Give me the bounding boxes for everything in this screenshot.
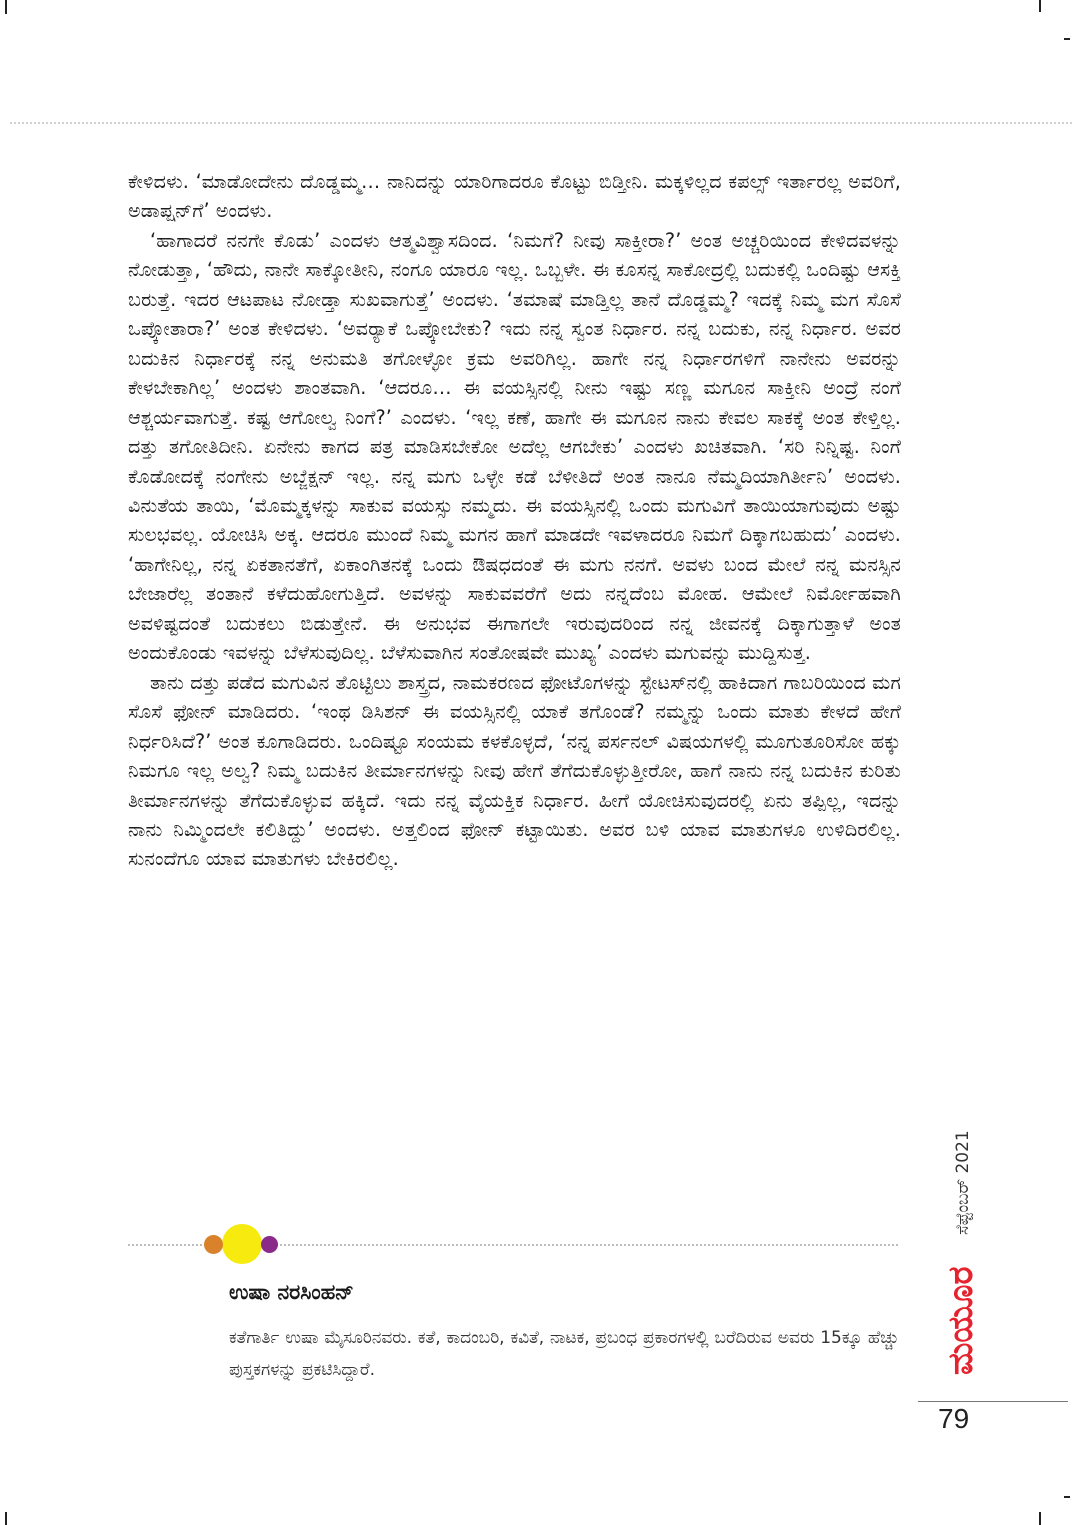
crop-mark-top-left — [5, 0, 7, 14]
crop-mark-bottom-right — [1039, 1512, 1041, 1525]
article-paragraph: ಕೇಳಿದಳು. ‘ಮಾಡೋದೇನು ದೊಡ್ಡಮ್ಮ… ನಾನಿದನ್ನು ಯಾರಿಗಾದರೂ ಕೊಟ್ಟು ಬಿಡ್ತೀನಿ. ಮಕ್ಕಳಿಲ್ಲದ ಕಪಲ್ಸ್ ಇರ್ತಾರಲ್ಲ ಅವರಿಗೆ, ಅಡಾಪ್ಷನ್‌ಗೆ’ ಅಂದಳು. — [128, 170, 901, 223]
decorative-dot-purple — [261, 1236, 278, 1253]
page-number-rule — [918, 1401, 1068, 1402]
article-paragraph: ತಾನು ದತ್ತು ಪಡೆದ ಮಗುವಿನ ತೊಟ್ಟಿಲು ಶಾಸ್ತ್ರದ, ನಾಮಕರಣದ ಫೋಟೊಗಳನ್ನು ಸ್ಟೇಟಸ್‌ನಲ್ಲಿ ಹಾಕಿದಾಗ ಗಾಬರಿಯಿಂದ ಮಗ ಸೊಸೆ ಫೋನ್ ಮಾಡಿದರು. ‘ಇಂಥ ಡಿಸಿಶನ್ ಈ ವಯಸ್ಸಿನಲ್ಲಿ ಯಾಕೆ ತಗೊಂಡೆ? ನಮ್ಮನ್ನು ಒಂದು ಮಾತು ಕೇಳದೆ ಹೇಗೆ ನಿರ್ಧರಿಸಿದೆ?’ ಅಂತ ಕೂಗಾಡಿದರು. ಒಂದಿಷ್ಟೂ ಸಂಯಮ ಕಳಕೊಳ್ಳದೆ, ‘ನನ್ನ ಪರ್ಸನಲ್ ವಿಷಯಗಳಲ್ಲಿ ಮೂಗುತೂರಿಸೋ ಹಕ್ಕು ನಿಮಗೂ ಇಲ್ಲ ಅಲ್ವ? ನಿಮ್ಮ ಬದುಕಿನ ತೀರ್ಮಾನಗಳನ್ನು ನೀವು ಹೇಗೆ ತೆಗೆದುಕೊಳ್ಳುತ್ತೀರೋ, ಹಾಗೆ ನಾನು ನನ್ನ ಬದುಕಿನ ಕುರಿತು ತೀರ್ಮಾನಗಳನ್ನು ತೆಗೆದುಕೊಳ್ಳುವ ಹಕ್ಕಿದೆ. ಇದು ನನ್ನ ವೈಯಕ್ತಿಕ ನಿರ್ಧಾರ. ಹೀಗೆ ಯೋಚಿಸುವುದರಲ್ಲಿ ಏನು ತಪ್ಪಿಲ್ಲ, ಇದನ್ನು ನಾನು ನಿಮ್ಮಿಂದಲೇ ಕಲಿತಿದ್ದು’ ಅಂದಳು. ಅತ್ತಲಿಂದ ಫೋನ್ ಕಟ್ಟಾಯಿತು. ಅವರ ಬಳಿ ಯಾವ ಮಾತುಗಳೂ ಉಳಿದಿರಲಿಲ್ಲ. ಸುನಂದೆಗೂ ಯಾವ ಮಾತುಗಳು ಬೇಕಿರಲಿಲ್ಲ. — [128, 670, 901, 871]
magazine-logo: ಮಯೂರ — [941, 1266, 981, 1375]
author-bio: ಕತೆಗಾರ್ತಿ ಉಷಾ ಮೈಸೂರಿನವರು. ಕತೆ, ಕಾದಂಬರಿ, ಕವಿತೆ, ನಾಟಕ, ಪ್ರಬಂಧ ಪ್ರಕಾರಗಳಲ್ಲಿ ಬರೆದಿರುವ ಅವರು 15ಕ್ಕೂ ಹೆಚ್ಚು ಪುಸ್ತಕಗಳನ್ನು ಪ್ರಕಟಿಸಿದ್ದಾರೆ. — [229, 1328, 899, 1380]
crop-mark-bottom-left — [5, 1512, 7, 1525]
crop-mark-right-edge-bottom — [1064, 1496, 1070, 1498]
crop-mark-right-edge-top — [1064, 38, 1070, 40]
article-body — [128, 167, 901, 874]
issue-date: ಸೆಪ್ಟೆಂಬರ್ 2021 — [953, 1130, 973, 1235]
article-paragraph: ‘ಹಾಗಾದರೆ ನನಗೇ ಕೊಡು’ ಎಂದಳು ಆತ್ಮವಿಶ್ವಾಸದಿಂದ. ‘ನಿಮಗೆ? ನೀವು ಸಾಕ್ತೀರಾ?’ ಅಂತ ಅಚ್ಚರಿಯಿಂದ ಕೇಳಿದವಳನ್ನು ನೋಡುತ್ತಾ, ‘ಹೌದು, ನಾನೇ ಸಾಕ್ಕೋತೀನಿ, ನಂಗೂ ಯಾರೂ ಇಲ್ಲ. ಒಬ್ಬಳೇ. ಈ ಕೂಸನ್ನ ಸಾಕೋದ್ರಲ್ಲಿ ಬದುಕಲ್ಲಿ ಒಂದಿಷ್ಟು ಆಸಕ್ತಿ ಬರುತ್ತೆ. ಇದರ ಆಟಪಾಟ ನೋಡ್ತಾ ಸುಖವಾಗುತ್ತೆ’ ಅಂದಳು. ‘ತಮಾಷೆ ಮಾಡ್ತಿಲ್ಲ ತಾನೆ ದೊಡ್ಡಮ್ಮ? ಇದಕ್ಕೆ ನಿಮ್ಮ ಮಗ ಸೊಸೆ ಒಪ್ಕೋತಾರಾ?’ ಅಂತ ಕೇಳಿದಳು. ‘ಅವರ್‍ಯಾಕೆ ಒಪ್ಕೋಬೇಕು? ಇದು ನನ್ನ ಸ್ವಂತ ನಿರ್ಧಾರ. ನನ್ನ ಬದುಕು, ನನ್ನ ನಿರ್ಧಾರ. ಅವರ ಬದುಕಿನ ನಿರ್ಧಾರಕ್ಕೆ ನನ್ನ ಅನುಮತಿ ತಗೋಳ್ಳೋ ಕ್ರಮ ಅವರಿಗಿಲ್ಲ. ಹಾಗೇ ನನ್ನ ನಿರ್ಧಾರಗಳಿಗೆ ನಾನೇನು ಅವರನ್ನು ಕೇಳಬೇಕಾಗಿಲ್ಲ’ ಅಂದಳು ಶಾಂತವಾಗಿ. ‘ಆದರೂ… ಈ ವಯಸ್ಸಿನಲ್ಲಿ ನೀನು ಇಷ್ಟು ಸಣ್ಣ ಮಗೂನ ಸಾಕ್ತೀನಿ ಅಂದ್ರೆ ನಂಗೆ ಆಶ್ಚರ್ಯವಾಗುತ್ತೆ. ಕಷ್ಟ ಆಗೋಲ್ವ ನಿಂಗೆ?’ ಎಂದಳು. ‘ಇಲ್ಲ ಕಣೆ, ಹಾಗೇ ಈ ಮಗೂನ ನಾನು ಕೇವಲ ಸಾಕಕ್ಕೆ ಅಂತ ಕೇಳ್ತಿಲ್ಲ. ದತ್ತು ತಗೋತಿದೀನಿ. ಏನೇನು ಕಾಗದ ಪತ್ರ ಮಾಡಿಸಬೇಕೋ ಅದೆಲ್ಲ ಆಗಬೇಕು’ ಎಂದಳು ಖಚಿತವಾಗಿ. ‘ಸರಿ ನಿನ್ನಿಷ್ಟ. ನಿಂಗೆ ಕೊಡೋದಕ್ಕೆ ನಂಗೇನು ಅಬ್ಜೆಕ್ಷನ್ ಇಲ್ಲ. ನನ್ನ ಮಗು ಒಳ್ಳೇ ಕಡೆ ಬೆಳೀತಿದೆ ಅಂತ ನಾನೂ ನೆಮ್ಮದಿಯಾಗಿರ್ತೀನಿ’ ಅಂದಳು. ವಿನುತೆಯ ತಾಯಿ, ‘ಮೊಮ್ಮಕ್ಕಳನ್ನು ಸಾಕುವ ವಯಸ್ಸು ನಮ್ಮದು. ಈ ವಯಸ್ಸಿನಲ್ಲಿ ಒಂದು ಮಗುವಿಗೆ ತಾಯಿಯಾಗುವುದು ಅಷ್ಟು ಸುಲಭವಲ್ಲ. ಯೋಚಿಸಿ ಅಕ್ಕ. ಆದರೂ ಮುಂದೆ ನಿಮ್ಮ ಮಗನ ಹಾಗೆ ಮಾಡದೇ ಇವಳಾದರೂ ನಿಮಗೆ ದಿಕ್ಕಾಗಬಹುದು’ ಎಂದಳು. ‘ಹಾಗೇನಿಲ್ಲ, ನನ್ನ ಏಕತಾನತೆಗೆ, ಏಕಾಂಗಿತನಕ್ಕೆ ಒಂದು ಔಷಧದಂತೆ ಈ ಮಗು ನನಗೆ. ಅವಳು ಬಂದ ಮೇಲೆ ನನ್ನ ಮನಸ್ಸಿನ ಬೇಜಾರೆಲ್ಲ ತಂತಾನೆ ಕಳೆದುಹೋಗುತ್ತಿದೆ. ಅವಳನ್ನು ಸಾಕುವವರೆಗೆ ಅದು ನನ್ನದೆಂಬ ಮೋಹ. ಆಮೇಲೆ ನಿರ್ಮೋಹವಾಗಿ ಅವಳಿಷ್ಟದಂತೆ ಬದುಕಲು ಬಿಡುತ್ತೇನೆ. ಈ ಅನುಭವ ಈಗಾಗಲೇ ಇರುವುದರಿಂದ ನನ್ನ ಜೀವನಕ್ಕೆ ದಿಕ್ಕಾಗುತ್ತಾಳೆ ಅಂತ ಅಂದುಕೊಂಡು ಇವಳನ್ನು ಬೆಳೆಸುವುದಿಲ್ಲ. ಬೆಳೆಸುವಾಗಿನ ಸಂತೋಷವೇ ಮುಖ್ಯ’ ಎಂದಳು ಮಗುವನ್ನು ಮುದ್ದಿಸುತ್ತ. — [128, 228, 901, 665]
crop-mark-top-right — [1039, 0, 1041, 12]
decorative-dot-orange — [204, 1235, 223, 1254]
page-number: 79 — [938, 1403, 970, 1434]
author-name: ಉಷಾ ನರಸಿಂಹನ್ — [229, 1280, 354, 1304]
decorative-dot-yellow — [222, 1224, 262, 1264]
header-dotted-rule — [10, 122, 1072, 124]
